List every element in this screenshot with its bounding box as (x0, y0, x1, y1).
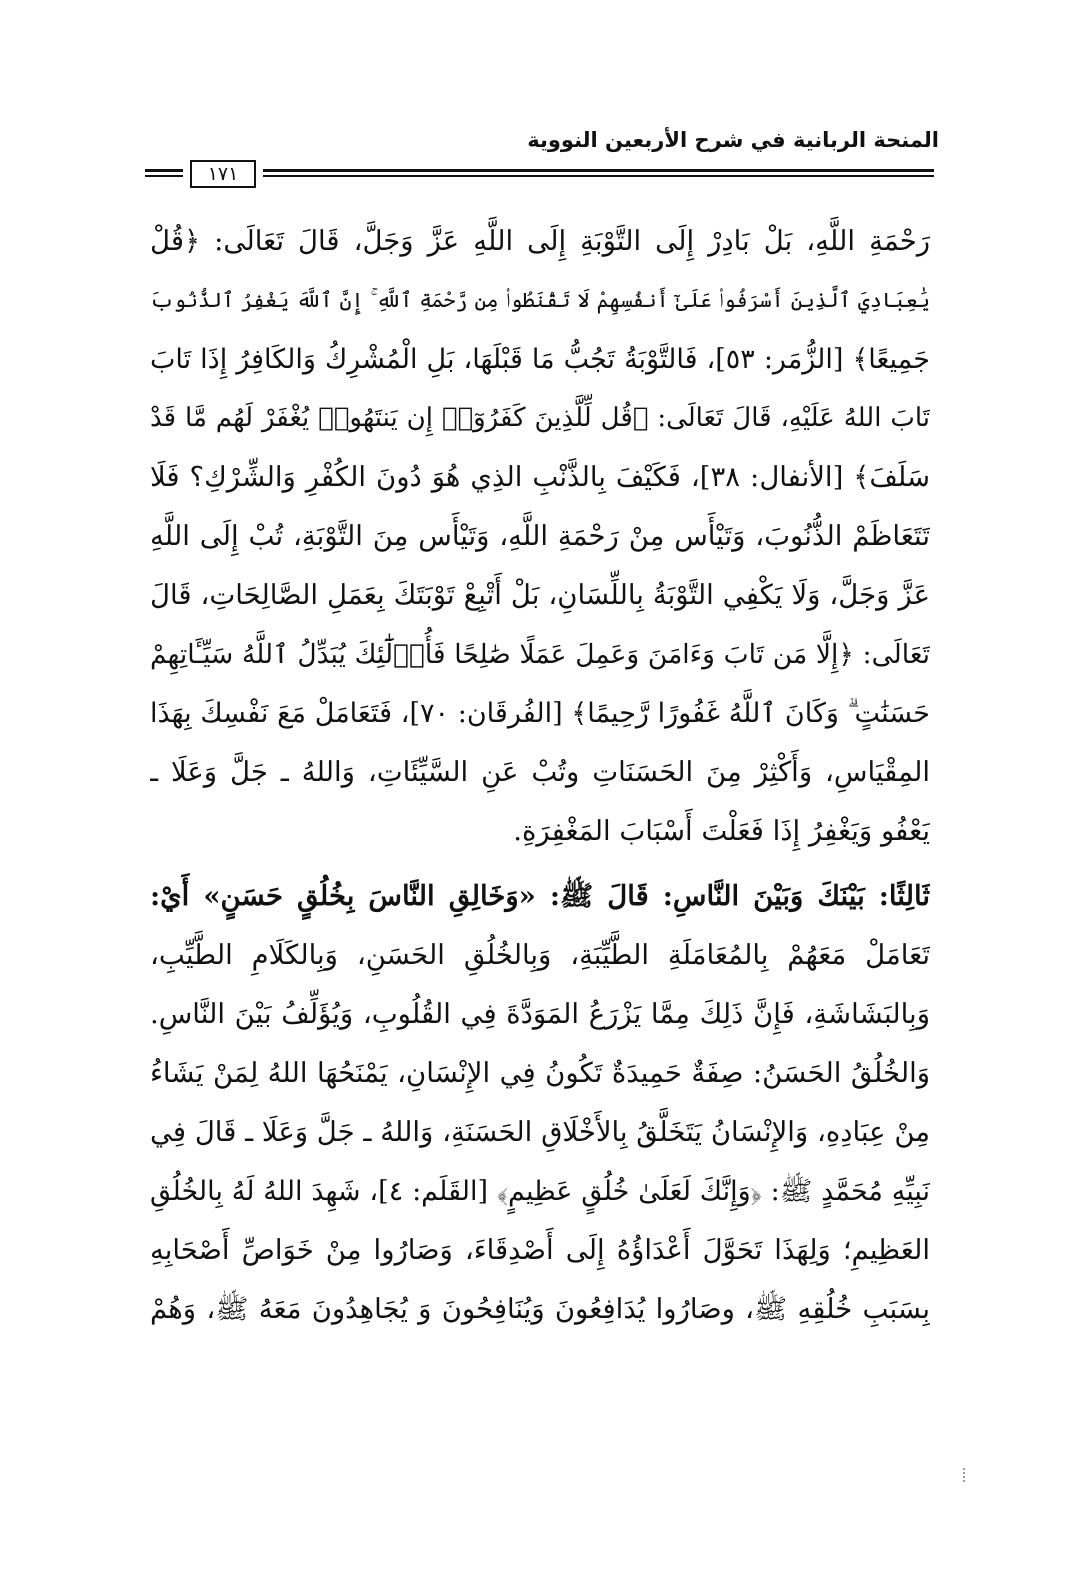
page-number-box: ١٧١ (190, 160, 256, 188)
text-line: العَظِيمِ؛ وَلِهَذَا تَحَوَّلَ أَعْدَاؤُهُ إِلَى أَصْدِقَاءَ، وَصَارُوا مِنْ خَوَاصِّ أَصْحَابِهِ (150, 1234, 930, 1266)
text-line-section-heading: ثَالِثًا: بَيْنَكَ وَبَيْنَ النَّاسِ: قَالَ ﷺ: «وَخَالِقِ النَّاسَ بِخُلُقٍ حَسَنٍ» أَيْ: (150, 880, 930, 912)
body-text (150, 212, 930, 1339)
text-line: تَعَالَى: ﴿إِلَّا مَن تَابَ وَءَامَنَ وَعَمِلَ عَمَلًا صَٰلِحًا فَأُو۟لَٰٓئِكَ يُبَدِّلُ ٱللَّهُ سَيِّـَٔاتِهِمْ (150, 639, 930, 670)
header-rule (145, 160, 934, 190)
scan-artifact-mark (963, 1468, 967, 1482)
text-line: مِنْ عِبَادِهِ، وَالإِنْسَانُ يَتَخَلَّقُ بِالأَخْلَاقِ الحَسَنَةِ، وَاللهُ ـ جَلَّ وَعَلَا ـ قَالَ فِي (150, 1116, 930, 1148)
header-rule-right-thin (263, 175, 934, 177)
header-rule-left-thick (145, 169, 183, 172)
text-line: تَتَعَاظَمْ الذُّنُوبَ، وَتَيْأَس مِنْ رَحْمَةِ اللَّهِ، وَتَيْأَس مِنَ التَّوْبَةِ، تُبْ إِلَى اللَّهِ (150, 520, 930, 552)
text-line: سَلَفَ﴾ [الأنفال: ٣٨]، فَكَيْفَ بِالذَّنْبِ الذِي هُوَ دُونَ الكُفْرِ وَالشِّرْكِ؟ فَلَا (150, 461, 930, 493)
text-line: نَبِيِّهِ مُحَمَّدٍ ﷺ: ﴿وَإِنَّكَ لَعَلَىٰ خُلُقٍ عَظِيمٍ﴾ [القَلَم: ٤]، شَهِدَ اللهُ لَهُ بِالخُلُقِ (150, 1176, 930, 1207)
text-line: عَزَّ وَجَلَّ، وَلَا يَكْفِي التَّوْبَةُ بِاللِّسَانِ، بَلْ أَتْبِعْ تَوْبَتَكَ بِعَمَلِ الصَّالِحَاتِ، قَالَ (150, 579, 930, 611)
header-rule-left-thin (145, 175, 183, 177)
text-line: يَٰعِبَادِيَ ٱلَّذِينَ أَسْرَفُوا۟ عَلَىٰٓ أَنفُسِهِمْ لَا تَقْنَطُوا۟ مِن رَّحْمَةِ ٱللَّهِ ۚ إِنَّ ٱللَّهَ يَغْفِرُ ٱلذُّنُوبَ (150, 288, 930, 312)
text-line: حَسَنَٰتٍ ۗ وَكَانَ ٱللَّهُ غَفُورًا رَّحِيمًا﴾ [الفُرقَان: ٧٠]، فَتَعَامَلْ مَعَ نَفْسِكَ بِهَذَا (150, 698, 930, 729)
text-line-paragraph-end: يَعْفُو وَيَغْفِرُ إِذَا فَعَلْتَ أَسْبَابَ المَغْفِرَةِ. (513, 815, 930, 847)
text-line: جَمِيعًا﴾ [الزُّمَر: ٥٣]، فَالتَّوْبَةُ تَجُبُّ مَا قَبْلَهَا، بَلِ الْمُشْرِكُ وَالكَافِرُ إِذَا تَابَ (150, 344, 930, 375)
text-line: تَعَامَلْ مَعَهُمْ بِالمُعَامَلَةِ الطَّيِّبَةِ، وَبِالخُلُقِ الحَسَنِ، وَبِالكَلَامِ الطَّيِّبِ، (150, 939, 930, 971)
text-line: وَالخُلُقُ الحَسَنُ: صِفَةٌ حَمِيدَةٌ تَكُونُ فِي الإِنْسَانِ، يَمْنَحُهَا اللهُ لِمَنْ يَشَاءُ (150, 1057, 930, 1089)
header-rule-right-thick (263, 169, 934, 172)
text-line: تَابَ اللهُ عَلَيْهِ، قَالَ تَعَالَى: ﴿قُل لِّلَّذِينَ كَفَرُوٓا۟ إِن يَنتَهُوا۟ يُغْفَرْ لَهُم مَّا قَدْ (150, 403, 930, 433)
text-line: وَبِالبَشَاشَةِ، فَإِنَّ ذَلِكَ مِمَّا يَزْرَعُ المَوَدَّةَ فِي القُلُوبِ، وَيُؤَلِّفُ بَيْنَ النَّاسِ. (150, 998, 930, 1030)
text-line: رَحْمَةِ اللَّهِ، بَلْ بَادِرْ إِلَى التَّوْبَةِ إِلَى اللَّهِ عَزَّ وَجَلَّ، قَالَ تَعَالَى: ﴿قُلْ (150, 225, 930, 257)
text-line: بِسَبَبِ خُلُقِهِ ﷺ، وصَارُوا يُدَافِعُونَ وَيُنَافِحُونَ وَ يُجَاهِدُونَ مَعَهُ ﷺ، وَهُمْ (150, 1293, 930, 1325)
text-line: المِقْيَاسِ، وَأَكْثِرْ مِنَ الحَسَنَاتِ وتُبْ عَنِ السَّيِّئَاتِ، وَاللهُ ـ جَلَّ وَعَلَا ـ (150, 756, 930, 788)
running-head-title: المنحة الربانية في شرح الأربعين النووية (527, 128, 939, 152)
